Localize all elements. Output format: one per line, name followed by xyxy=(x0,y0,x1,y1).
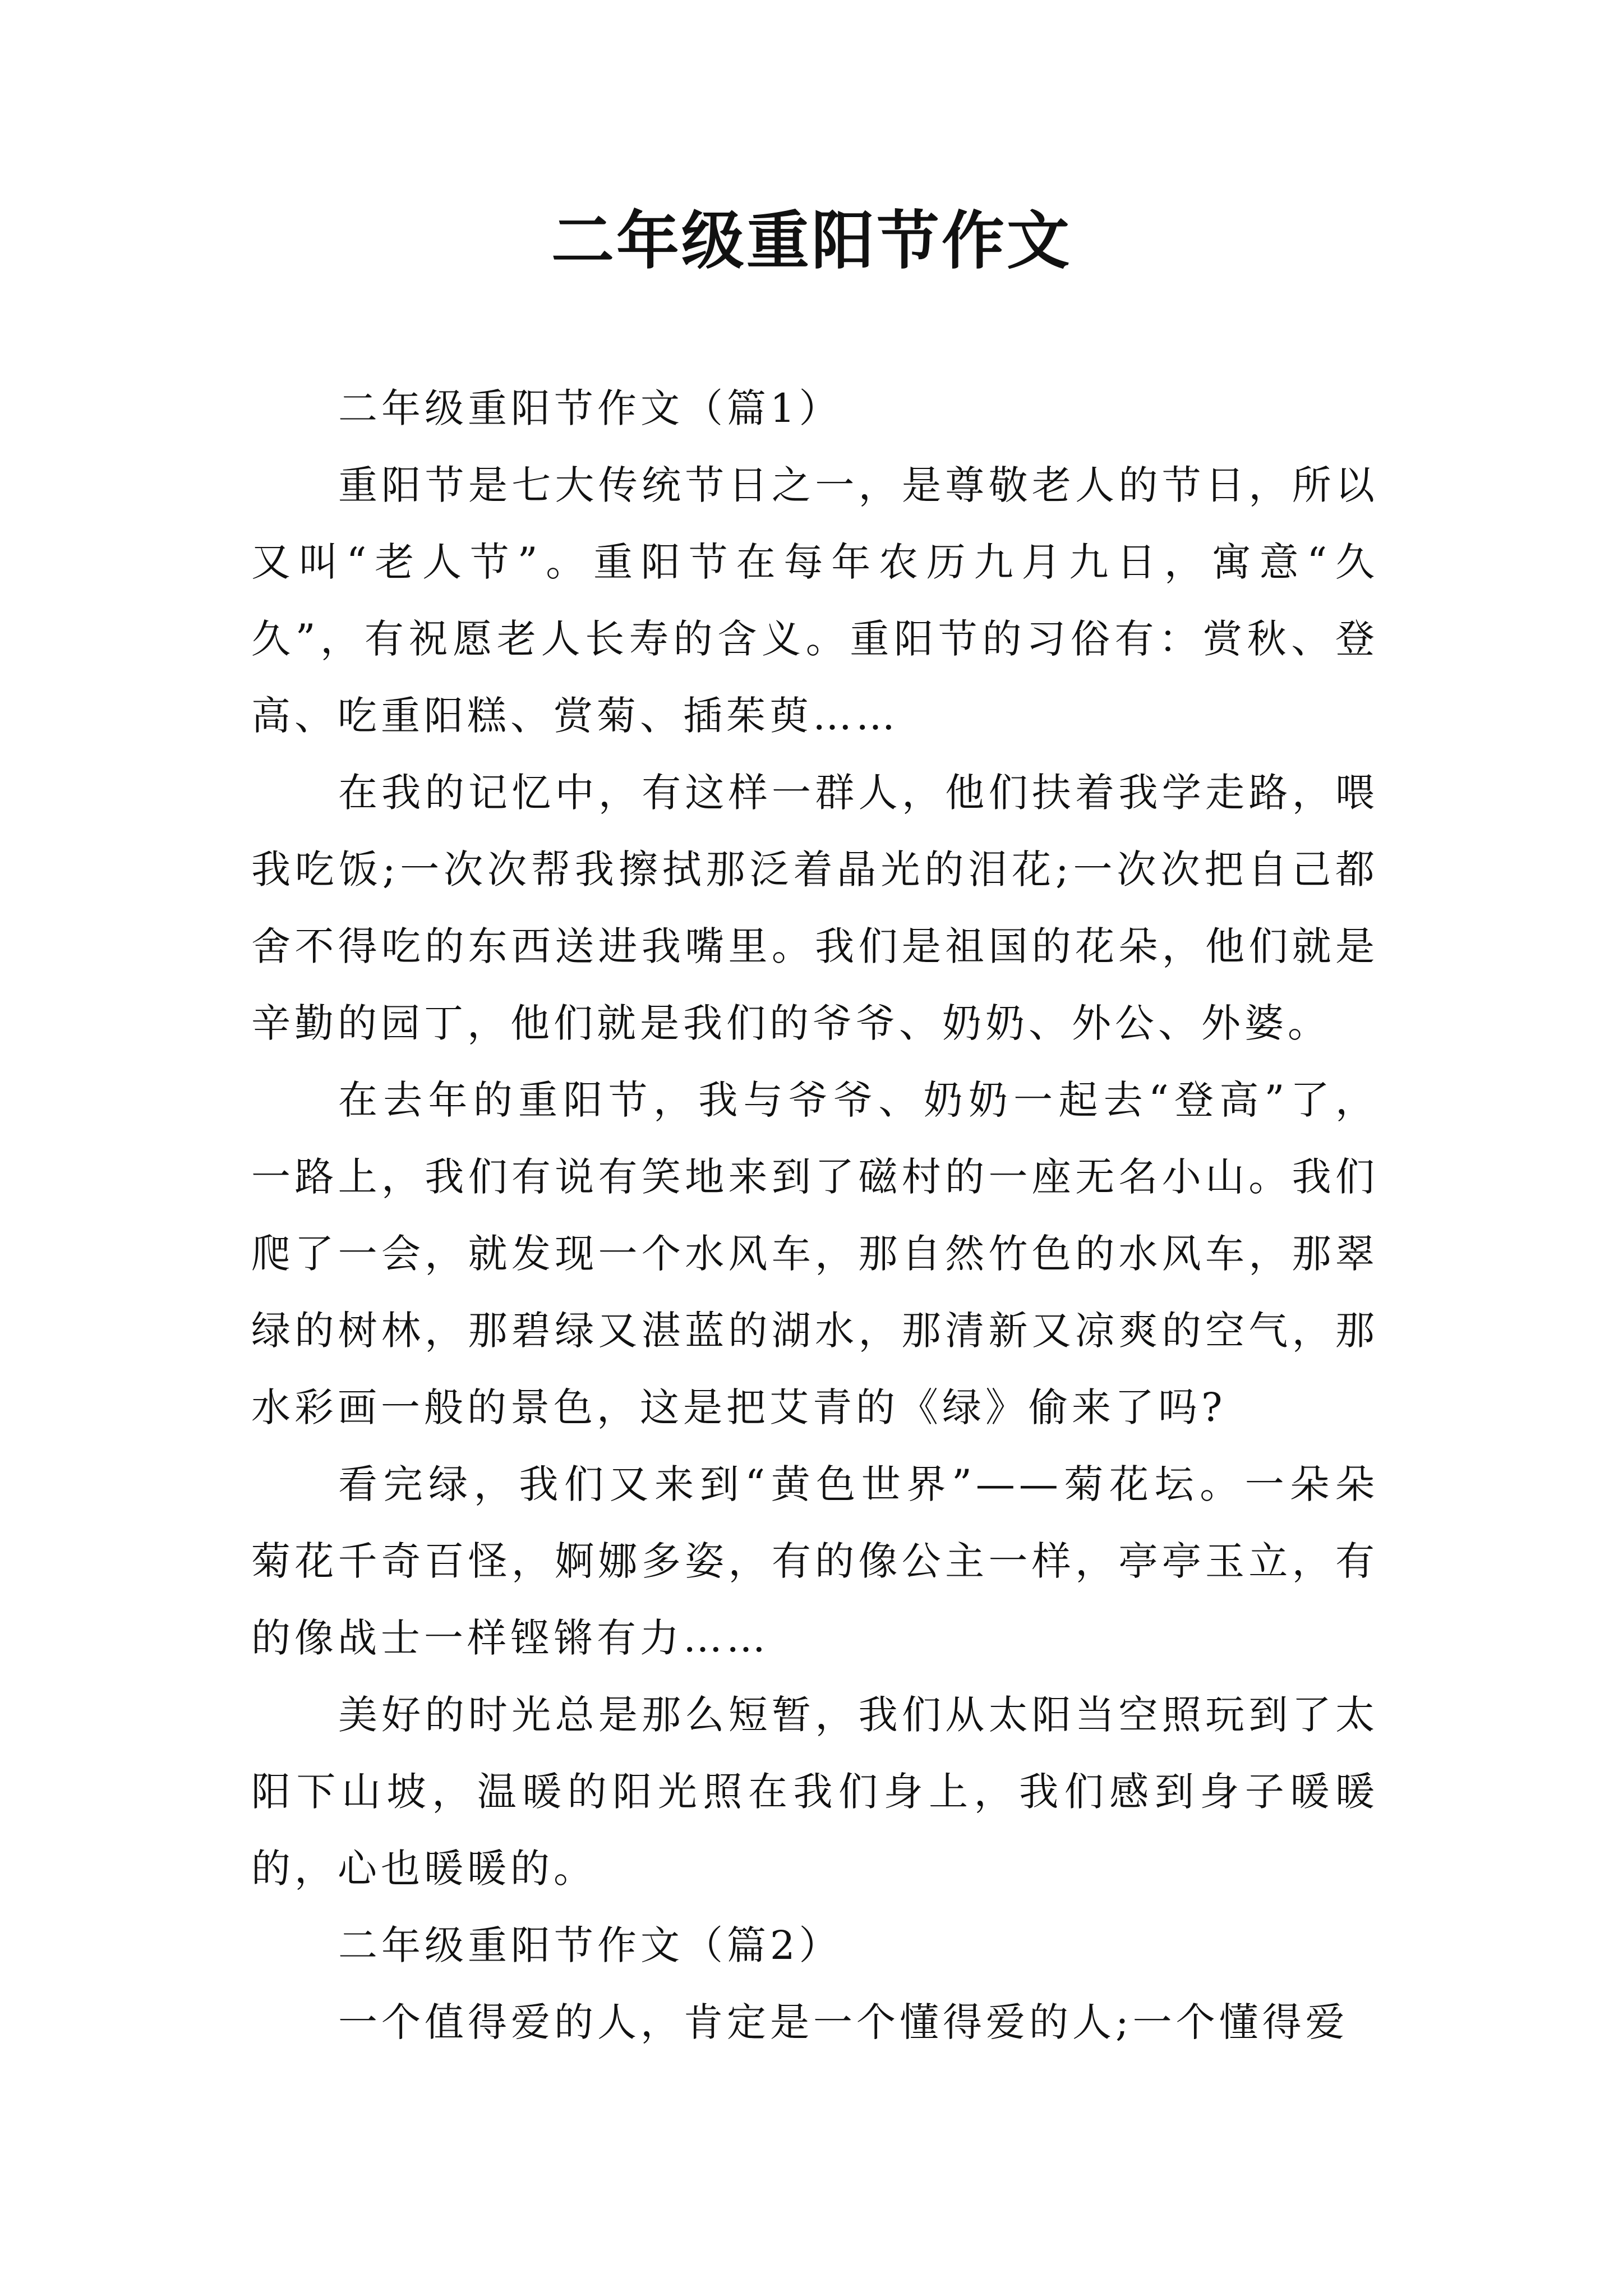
paragraph: 重阳节是七大传统节日之一，是尊敬老人的节日，所以又叫“老人节”。重阳节在每年农历九月九日，寓意“久久”，有祝愿老人长寿的含义。重阳节的习俗有：赏秋、登高、吃重阳糕、赏菊、插茱萸…… xyxy=(251,462,1378,739)
paragraph: 在去年的重阳节，我与爷爷、奶奶一起去“登高”了，一路上，我们有说有笑地来到了磁村的一座无名小山。我们爬了一会，就发现一个水风车，那自然竹色的水风车，那翠绿的树林，那碧绿又湛蓝的湖水，那清新又凉爽的空气，那水彩画一般的景色，这是把艾青的《绿》偷来了吗? xyxy=(251,1077,1378,1430)
paragraph: 一个值得爱的人，肯定是一个懂得爱的人;一个懂得爱 xyxy=(338,1999,1349,2045)
document-body xyxy=(251,370,1378,2061)
paragraph: 美好的时光总是那么短暂，我们从太阳当空照玩到了太阳下山坡，温暖的阳光照在我们身上，我们感到身子暖暖的，心也暖暖的。 xyxy=(251,1692,1378,1892)
section-heading: 二年级重阳节作文（篇2） xyxy=(338,1922,842,1968)
section-heading: 二年级重阳节作文（篇1） xyxy=(338,385,842,431)
paragraph: 看完绿，我们又来到“黄色世界”——菊花坛。一朵朵菊花千奇百怪，婀娜多姿，有的像公主一样，亭亭玉立，有的像战士一样铿锵有力…… xyxy=(251,1461,1378,1661)
document-title: 二年级重阳节作文 xyxy=(551,204,1072,278)
paragraph: 在我的记忆中，有这样一群人，他们扶着我学走路，喂我吃饭;一次次帮我擦拭那泛着晶光的泪花;一次次把自己都舍不得吃的东西送进我嘴里。我们是祖国的花朵，他们就是辛勤的园丁，他们就是我们的爷爷、奶奶、外公、外婆。 xyxy=(251,770,1378,1046)
